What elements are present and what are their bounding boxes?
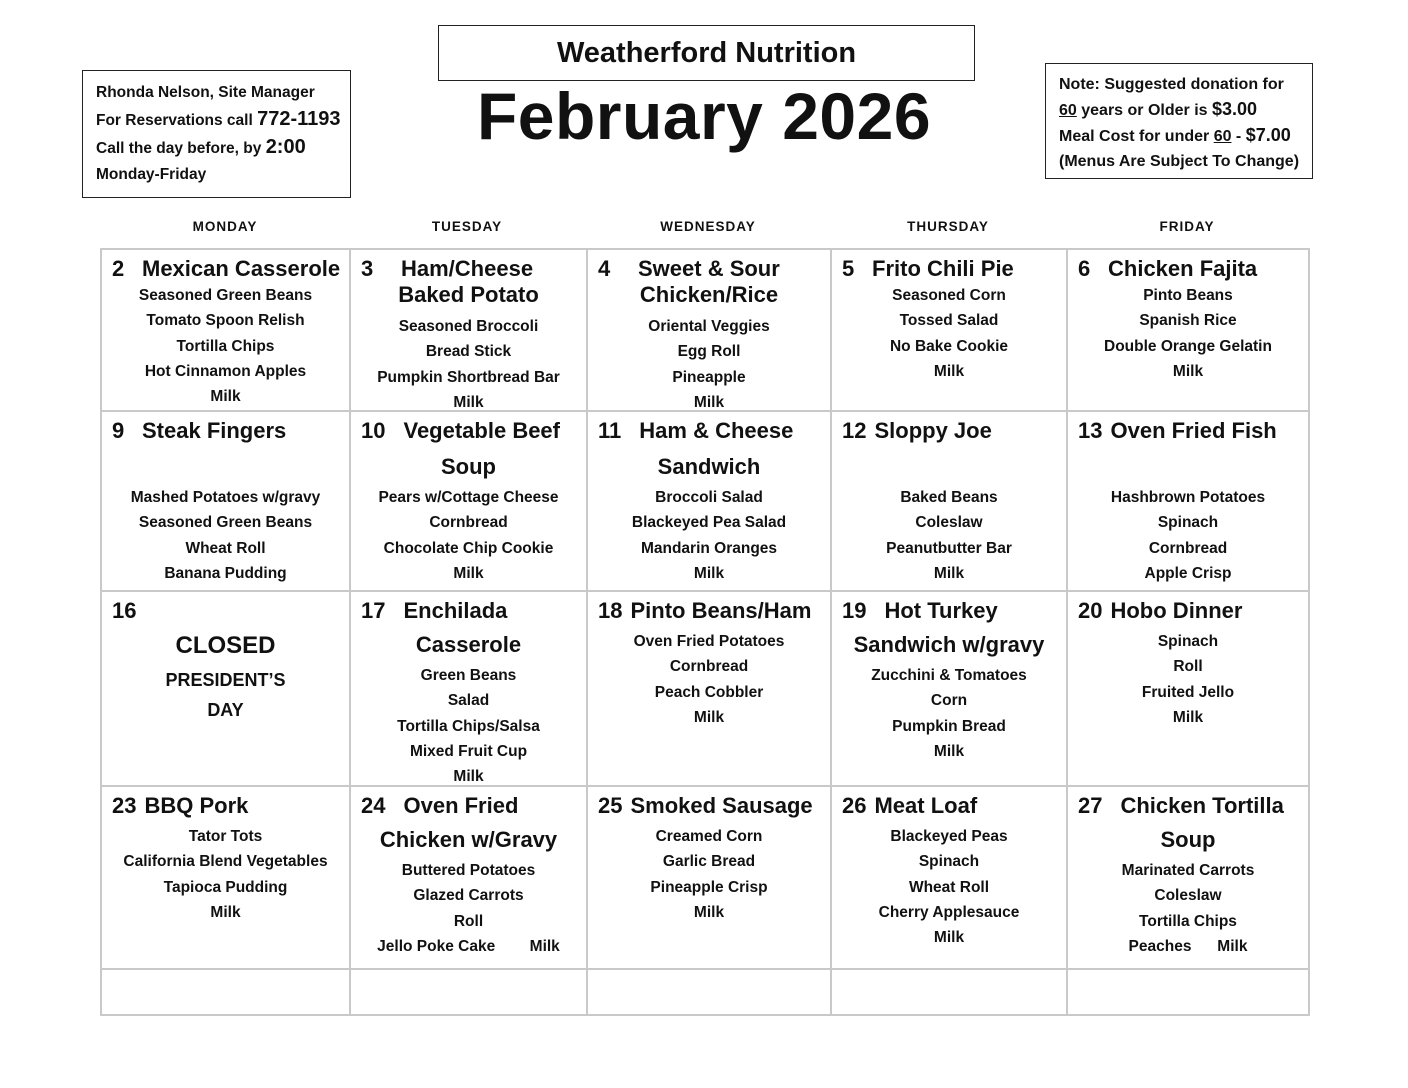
entree: Oven Fried bbox=[403, 793, 519, 818]
side-dish: Banana Pudding bbox=[164, 564, 287, 582]
weekday-wednesday: WEDNESDAY bbox=[660, 219, 756, 234]
date-number: 2 bbox=[112, 256, 125, 281]
date-entree-line bbox=[361, 418, 582, 444]
entree: Chicken Fajita bbox=[1108, 256, 1258, 281]
side-dishes bbox=[832, 485, 1066, 586]
side-dishes bbox=[351, 663, 586, 787]
deadline-time: 2:00 bbox=[265, 136, 306, 158]
date-entree-line bbox=[598, 793, 826, 819]
side-dish: Seasoned Corn bbox=[892, 287, 1006, 304]
date-number: 17 bbox=[361, 598, 386, 623]
side-dish: Oven Fried Potatoes bbox=[633, 633, 785, 650]
side-dish: Jello Poke Cake Milk bbox=[377, 937, 560, 955]
empty-cell bbox=[100, 968, 351, 1016]
day-cell bbox=[1066, 785, 1310, 970]
closed-label: CLOSED bbox=[175, 632, 276, 659]
entree: Ham & Cheese bbox=[639, 418, 794, 443]
entree: Mexican Casserole bbox=[142, 256, 341, 281]
date-entree-line bbox=[598, 418, 826, 444]
date-number: 24 bbox=[361, 793, 386, 818]
side-dish: Hashbrown Potatoes bbox=[1110, 489, 1266, 506]
side-dish: Cherry Applesauce bbox=[878, 903, 1020, 921]
date-number: 12 bbox=[842, 418, 867, 443]
date-entree-line bbox=[598, 256, 826, 282]
note-line-4: (Menus Are Subject To Change) bbox=[1059, 153, 1300, 170]
side-dish: Apple Crisp bbox=[1144, 564, 1232, 582]
entree: Chicken Tortilla bbox=[1120, 793, 1284, 818]
side-dish: Tomato Spoon Relish bbox=[146, 312, 305, 330]
note-line-3: Meal Cost for under 60 - $7.00 bbox=[1059, 125, 1291, 145]
side-dishes bbox=[102, 485, 349, 592]
side-dish: Marinated Carrots bbox=[1121, 862, 1255, 879]
side-dishes bbox=[1068, 629, 1308, 730]
side-dish: Pineapple Crisp bbox=[650, 878, 768, 896]
date-entree-line bbox=[112, 793, 345, 819]
day-cell bbox=[100, 590, 351, 787]
date-number: 20 bbox=[1078, 598, 1103, 623]
day-cell bbox=[349, 590, 588, 787]
side-dish: Peanutbutter Bar bbox=[886, 539, 1012, 557]
date-entree-line bbox=[842, 598, 1062, 624]
side-dish: Broccoli Salad bbox=[655, 489, 763, 506]
side-dish: Egg Roll bbox=[677, 343, 741, 361]
side-dish: Spanish Rice bbox=[1139, 312, 1237, 330]
side-dish: Cornbread bbox=[429, 514, 508, 532]
date-entree-line bbox=[361, 598, 582, 624]
page-title: February 2026 bbox=[476, 79, 932, 153]
side-dish: Blackeyed Pea Salad bbox=[631, 514, 787, 532]
donation-amount: $3.00 bbox=[1211, 99, 1258, 119]
side-dish: Roll bbox=[1173, 658, 1203, 676]
side-dish: Peach Cobbler bbox=[654, 683, 764, 701]
side-dishes bbox=[1068, 858, 1308, 959]
side-dish: Tortilla Chips bbox=[1139, 912, 1237, 930]
side-dish: Pinto Beans bbox=[1143, 287, 1233, 304]
date-entree-line bbox=[112, 256, 345, 282]
side-dish: Wheat Roll bbox=[908, 878, 990, 896]
side-dish: Baked Beans bbox=[900, 489, 998, 506]
side-dish: Salad bbox=[447, 692, 490, 710]
side-dish: Coleslaw bbox=[915, 514, 983, 532]
entree: Sweet & Sour bbox=[638, 256, 780, 281]
entree-continued: Sandwich bbox=[657, 454, 761, 479]
entree: Oven Fried Fish bbox=[1110, 418, 1277, 443]
date-number: 3 bbox=[361, 256, 374, 281]
entree: Ham/Cheese bbox=[401, 256, 534, 281]
empty-cell bbox=[586, 968, 832, 1016]
day-cell bbox=[1066, 590, 1310, 787]
side-dish: Tossed Salad bbox=[899, 312, 999, 330]
entree: Vegetable Beef bbox=[403, 418, 560, 443]
side-dish: Blackeyed Peas bbox=[890, 828, 1008, 845]
side-dish: Milk bbox=[1172, 708, 1204, 726]
side-dish: Tortilla Chips/Salsa bbox=[397, 717, 540, 735]
date-number: 6 bbox=[1078, 256, 1091, 281]
side-dish: Milk bbox=[933, 362, 965, 380]
holiday-name: PRESIDENT’S bbox=[165, 670, 286, 690]
side-dish: Mixed Fruit Cup bbox=[409, 742, 528, 760]
side-dish: Milk bbox=[693, 708, 725, 726]
entree: Hot Turkey bbox=[884, 598, 998, 623]
date-number: 19 bbox=[842, 598, 867, 623]
day-cell bbox=[100, 785, 351, 970]
side-dish: Milk bbox=[453, 564, 484, 582]
side-dishes bbox=[588, 314, 830, 412]
date-number: 9 bbox=[112, 418, 125, 443]
date-number: 10 bbox=[361, 418, 386, 443]
date-entree-line bbox=[842, 793, 1062, 819]
side-dish: Cornbread bbox=[1148, 539, 1228, 557]
day-cell bbox=[586, 248, 832, 412]
side-dish: Corn bbox=[930, 692, 968, 710]
side-dish: Seasoned Green Beans bbox=[138, 514, 313, 532]
side-dishes bbox=[588, 485, 830, 586]
weekday-tuesday: TUESDAY bbox=[431, 219, 503, 234]
entree: Pinto Beans/Ham bbox=[630, 598, 812, 623]
side-dish: Pumpkin Shortbread Bar bbox=[377, 368, 560, 386]
side-dish: Double Orange Gelatin bbox=[1104, 337, 1272, 355]
days-open: Monday-Friday bbox=[96, 166, 207, 183]
side-dish: No Bake Cookie bbox=[889, 337, 1008, 355]
side-dishes bbox=[832, 663, 1066, 764]
side-dish: Glazed Carrots bbox=[413, 887, 524, 905]
day-cell bbox=[830, 785, 1068, 970]
side-dish: Milk bbox=[693, 393, 725, 411]
weekday-friday: FRIDAY bbox=[1159, 219, 1215, 234]
side-dish: Fruited Jello bbox=[1141, 683, 1235, 701]
side-dish: Milk bbox=[1172, 362, 1204, 380]
side-dish: Zucchini & Tomatoes bbox=[871, 667, 1027, 684]
day-cell bbox=[586, 785, 832, 970]
entree-continued: Baked Potato bbox=[398, 282, 539, 307]
side-dish: Peaches Milk bbox=[1128, 937, 1248, 955]
side-dish: Oriental Veggies bbox=[648, 318, 770, 335]
side-dish: Hot Cinnamon Apples bbox=[144, 362, 307, 380]
day-cell bbox=[349, 248, 588, 412]
entree: BBQ Pork bbox=[144, 793, 249, 818]
entree: Smoked Sausage bbox=[630, 793, 813, 818]
empty-cell bbox=[349, 968, 588, 1016]
entree: Hobo Dinner bbox=[1110, 598, 1243, 623]
side-dishes bbox=[351, 314, 586, 412]
donation-note-box bbox=[1045, 63, 1313, 179]
holiday-day: DAY bbox=[207, 700, 244, 720]
side-dish: Wheat Roll bbox=[185, 539, 266, 557]
side-dish: Green Beans bbox=[420, 667, 517, 684]
side-dish: Tapioca Pudding bbox=[163, 878, 288, 896]
date-number: 16 bbox=[112, 598, 137, 623]
side-dishes bbox=[832, 283, 1066, 384]
date-number: 25 bbox=[598, 793, 623, 818]
date-entree-line bbox=[112, 598, 345, 624]
side-dish: Pumpkin Bread bbox=[892, 717, 1006, 735]
date-number: 5 bbox=[842, 256, 855, 281]
entree: Steak Fingers bbox=[142, 418, 287, 443]
entree-continued: Chicken/Rice bbox=[639, 282, 779, 307]
side-dish: Tortilla Chips bbox=[176, 337, 275, 355]
side-dishes bbox=[102, 283, 349, 409]
day-cell bbox=[100, 410, 351, 592]
organization-title: Weatherford Nutrition bbox=[438, 25, 975, 81]
entree: Meat Loaf bbox=[874, 793, 978, 818]
side-dishes bbox=[588, 824, 830, 925]
day-cell bbox=[349, 785, 588, 970]
side-dish: Cornbread bbox=[669, 658, 749, 676]
reservation-line: For Reservations call 772-1193 bbox=[96, 108, 341, 130]
note-line-2: 60 years or Older is $3.00 bbox=[1059, 99, 1258, 119]
side-dishes bbox=[351, 485, 586, 586]
date-entree-line bbox=[361, 256, 582, 282]
date-number: 13 bbox=[1078, 418, 1103, 443]
site-manager: Rhonda Nelson, Site Manager bbox=[96, 84, 315, 101]
empty-cell bbox=[830, 968, 1068, 1016]
side-dish: Milk bbox=[933, 929, 965, 947]
side-dish: Garlic Bread bbox=[662, 853, 756, 871]
side-dish: Seasoned Green Beans bbox=[138, 287, 313, 304]
side-dish: Spinach bbox=[918, 853, 980, 871]
side-dish: Buttered Potatoes bbox=[401, 862, 536, 879]
side-dishes bbox=[1068, 485, 1308, 592]
side-dish: Milk bbox=[933, 564, 965, 582]
day-cell bbox=[830, 248, 1068, 412]
side-dish: Milk bbox=[693, 564, 725, 582]
entree-continued: Chicken w/Gravy bbox=[379, 827, 558, 852]
side-dish: Milk bbox=[453, 393, 484, 411]
side-dish: Spinach bbox=[1157, 514, 1219, 532]
side-dish: Spinach bbox=[1157, 633, 1219, 650]
day-cell bbox=[100, 248, 351, 412]
day-cell bbox=[830, 410, 1068, 592]
date-entree-line bbox=[361, 793, 582, 819]
entree: Frito Chili Pie bbox=[872, 256, 1014, 281]
date-entree-line bbox=[842, 256, 1062, 282]
side-dish: Chocolate Chip Cookie bbox=[383, 539, 554, 557]
side-dishes bbox=[832, 824, 1066, 950]
date-entree-line bbox=[1078, 793, 1304, 819]
side-dish: Seasoned Broccoli bbox=[398, 318, 539, 335]
side-dish: Mandarin Oranges bbox=[640, 539, 778, 557]
side-dish: California Blend Vegetables bbox=[123, 853, 328, 871]
date-entree-line bbox=[1078, 418, 1304, 444]
day-cell bbox=[1066, 410, 1310, 592]
side-dishes bbox=[1068, 283, 1308, 384]
day-cell bbox=[586, 590, 832, 787]
entree-continued: Soup bbox=[1160, 827, 1216, 852]
side-dish: Tator Tots bbox=[188, 828, 263, 845]
side-dish: Creamed Corn bbox=[655, 828, 763, 845]
date-entree-line bbox=[842, 418, 1062, 444]
side-dish: Milk bbox=[210, 388, 241, 406]
side-dish: Milk bbox=[453, 768, 484, 786]
date-number: 27 bbox=[1078, 793, 1103, 818]
side-dishes bbox=[351, 858, 586, 959]
side-dishes bbox=[588, 629, 830, 730]
weekday-thursday: THURSDAY bbox=[907, 219, 989, 234]
date-entree-line bbox=[598, 598, 826, 624]
phone-number: 772-1193 bbox=[257, 108, 341, 130]
deadline-line: Call the day before, by 2:00 bbox=[96, 136, 306, 158]
side-dish: Roll bbox=[453, 912, 484, 930]
date-number: 11 bbox=[598, 418, 622, 443]
side-dish: Pineapple bbox=[672, 368, 746, 386]
date-number: 18 bbox=[598, 598, 623, 623]
entree: Enchilada bbox=[403, 598, 508, 623]
day-cell bbox=[830, 590, 1068, 787]
entree: Sloppy Joe bbox=[874, 418, 992, 443]
date-entree-line bbox=[112, 418, 345, 444]
side-dishes bbox=[102, 824, 349, 925]
date-entree-line bbox=[1078, 256, 1304, 282]
date-number: 4 bbox=[598, 256, 611, 281]
side-dish: Milk bbox=[933, 742, 965, 760]
empty-cell bbox=[1066, 968, 1310, 1016]
day-cell bbox=[1066, 248, 1310, 412]
day-cell bbox=[349, 410, 588, 592]
side-dish: Milk bbox=[693, 903, 725, 921]
side-dish: Bread Stick bbox=[425, 343, 512, 361]
day-cell bbox=[586, 410, 832, 592]
side-dish: Pears w/Cottage Cheese bbox=[378, 489, 559, 506]
meal-cost: $7.00 bbox=[1245, 125, 1291, 145]
date-number: 23 bbox=[112, 793, 137, 818]
weekday-monday: MONDAY bbox=[192, 219, 258, 234]
side-dish: Milk bbox=[210, 903, 241, 921]
side-dish: Coleslaw bbox=[1154, 887, 1222, 905]
note-line-1: Note: Suggested donation for bbox=[1059, 76, 1284, 93]
entree-continued: Soup bbox=[441, 454, 496, 479]
entree-continued: Sandwich w/gravy bbox=[853, 632, 1045, 657]
entree-continued: Casserole bbox=[415, 632, 522, 657]
date-number: 26 bbox=[842, 793, 867, 818]
side-dish: Mashed Potatoes w/gravy bbox=[130, 489, 321, 506]
date-entree-line bbox=[1078, 598, 1304, 624]
